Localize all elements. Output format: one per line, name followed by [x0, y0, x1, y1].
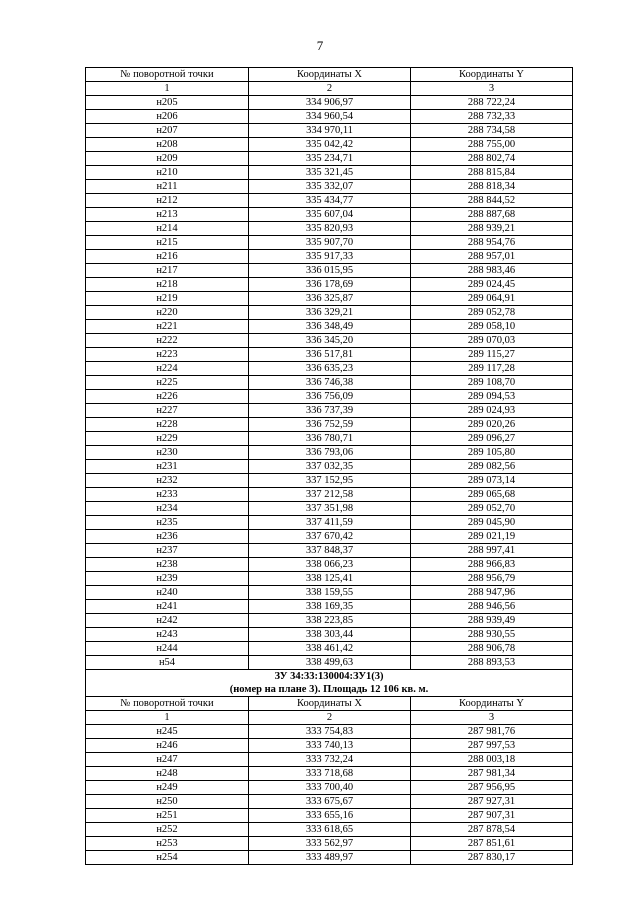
coord-x-cell: 336 635,23 [249, 362, 411, 376]
coord-x-cell: 336 756,09 [249, 390, 411, 404]
header-coord-x: Координаты X [249, 697, 411, 711]
column-number-1: 1 [86, 711, 249, 725]
coord-x-cell: 338 159,55 [249, 586, 411, 600]
point-number-cell: н233 [86, 488, 249, 502]
point-number-cell: н205 [86, 96, 249, 110]
column-number-3: 3 [411, 82, 573, 96]
point-number-cell: н208 [86, 138, 249, 152]
table-row [86, 446, 573, 460]
table-row [86, 809, 573, 823]
table-row [86, 222, 573, 236]
coord-x-cell: 336 015,95 [249, 264, 411, 278]
point-number-cell: н227 [86, 404, 249, 418]
point-number-cell: н54 [86, 656, 249, 670]
table-row [86, 656, 573, 670]
table-row [86, 180, 573, 194]
point-number-cell: н253 [86, 837, 249, 851]
table-row [86, 264, 573, 278]
point-number-cell: н249 [86, 781, 249, 795]
coord-x-cell: 333 562,97 [249, 837, 411, 851]
coord-x-cell: 335 042,42 [249, 138, 411, 152]
point-number-cell: н209 [86, 152, 249, 166]
point-number-cell: н240 [86, 586, 249, 600]
point-number-cell: н242 [86, 614, 249, 628]
point-number-cell: н215 [86, 236, 249, 250]
coord-y-cell: 287 981,34 [411, 767, 573, 781]
table-header-row [86, 697, 573, 711]
coord-y-cell: 287 956,95 [411, 781, 573, 795]
table-row [86, 739, 573, 753]
coord-y-cell: 289 073,14 [411, 474, 573, 488]
point-number-cell: н219 [86, 292, 249, 306]
table-header-row [86, 68, 573, 82]
table-row [86, 544, 573, 558]
coord-y-cell: 288 983,46 [411, 264, 573, 278]
point-number-cell: н243 [86, 628, 249, 642]
header-coord-y: Координаты Y [411, 697, 573, 711]
header-coord-y: Координаты Y [411, 68, 573, 82]
coord-y-cell: 289 052,78 [411, 306, 573, 320]
point-number-cell: н235 [86, 516, 249, 530]
table-row [86, 600, 573, 614]
table-row [86, 432, 573, 446]
coord-x-cell: 334 960,54 [249, 110, 411, 124]
point-number-cell: н254 [86, 851, 249, 865]
coord-y-cell: 289 105,80 [411, 446, 573, 460]
coord-x-cell: 333 618,65 [249, 823, 411, 837]
table-row [86, 348, 573, 362]
table-row [86, 376, 573, 390]
coord-y-cell: 288 732,33 [411, 110, 573, 124]
coord-y-cell: 287 851,61 [411, 837, 573, 851]
coord-y-cell: 289 096,27 [411, 432, 573, 446]
point-number-cell: н241 [86, 600, 249, 614]
coord-y-cell: 288 906,78 [411, 642, 573, 656]
coord-x-cell: 334 970,11 [249, 124, 411, 138]
point-number-cell: н226 [86, 390, 249, 404]
point-number-cell: н206 [86, 110, 249, 124]
coord-y-cell: 289 064,91 [411, 292, 573, 306]
table-row [86, 320, 573, 334]
point-number-cell: н213 [86, 208, 249, 222]
coord-y-cell: 289 094,53 [411, 390, 573, 404]
table-row [86, 572, 573, 586]
table-row [86, 642, 573, 656]
coord-x-cell: 335 607,04 [249, 208, 411, 222]
table-row [86, 334, 573, 348]
point-number-cell: н238 [86, 558, 249, 572]
coord-x-cell: 333 700,40 [249, 781, 411, 795]
coord-x-cell: 338 499,63 [249, 656, 411, 670]
point-number-cell: н207 [86, 124, 249, 138]
coord-y-cell: 288 966,83 [411, 558, 573, 572]
coord-y-cell: 287 878,54 [411, 823, 573, 837]
coord-y-cell: 289 021,19 [411, 530, 573, 544]
table-row [86, 138, 573, 152]
coord-x-cell: 336 517,81 [249, 348, 411, 362]
coord-x-cell: 337 032,35 [249, 460, 411, 474]
table-row [86, 194, 573, 208]
coord-y-cell: 288 954,76 [411, 236, 573, 250]
coord-x-cell: 337 670,42 [249, 530, 411, 544]
coord-y-cell: 289 117,28 [411, 362, 573, 376]
section-title [86, 670, 573, 697]
coord-x-cell: 338 223,85 [249, 614, 411, 628]
coord-x-cell: 336 348,49 [249, 320, 411, 334]
coord-x-cell: 336 752,59 [249, 418, 411, 432]
point-number-cell: н217 [86, 264, 249, 278]
coord-y-cell: 287 927,31 [411, 795, 573, 809]
coord-x-cell: 335 332,07 [249, 180, 411, 194]
section-title-line1: ЗУ 34:33:130004:ЗУ1(3) [274, 671, 384, 682]
table-row [86, 460, 573, 474]
table-row [86, 823, 573, 837]
coord-x-cell: 333 740,13 [249, 739, 411, 753]
table-row [86, 753, 573, 767]
table-row [86, 152, 573, 166]
coord-y-cell: 289 070,03 [411, 334, 573, 348]
coord-x-cell: 336 329,21 [249, 306, 411, 320]
table-row [86, 502, 573, 516]
coord-x-cell: 335 321,45 [249, 166, 411, 180]
coord-x-cell: 333 732,24 [249, 753, 411, 767]
coord-x-cell: 338 461,42 [249, 642, 411, 656]
coord-y-cell: 288 946,56 [411, 600, 573, 614]
coord-y-cell: 287 981,76 [411, 725, 573, 739]
point-number-cell: н212 [86, 194, 249, 208]
coord-y-cell: 289 024,93 [411, 404, 573, 418]
column-number-2: 2 [249, 82, 411, 96]
coord-x-cell: 336 345,20 [249, 334, 411, 348]
point-number-cell: н223 [86, 348, 249, 362]
point-number-cell: н220 [86, 306, 249, 320]
coord-x-cell: 333 675,67 [249, 795, 411, 809]
point-number-cell: н224 [86, 362, 249, 376]
coord-x-cell: 333 754,83 [249, 725, 411, 739]
coord-x-cell: 333 655,16 [249, 809, 411, 823]
table-row [86, 110, 573, 124]
table-row [86, 474, 573, 488]
point-number-cell: н239 [86, 572, 249, 586]
point-number-cell: н236 [86, 530, 249, 544]
coord-y-cell: 288 887,68 [411, 208, 573, 222]
table-row [86, 488, 573, 502]
section-title-line2: (номер на плане 3). Площадь 12 106 кв. м. [229, 684, 429, 695]
coord-x-cell: 336 325,87 [249, 292, 411, 306]
coord-x-cell: 333 718,68 [249, 767, 411, 781]
coord-y-cell: 289 108,70 [411, 376, 573, 390]
point-number-cell: н218 [86, 278, 249, 292]
table-row [86, 208, 573, 222]
coord-x-cell: 337 411,59 [249, 516, 411, 530]
coord-y-cell: 288 722,24 [411, 96, 573, 110]
coord-x-cell: 337 152,95 [249, 474, 411, 488]
coord-x-cell: 338 169,35 [249, 600, 411, 614]
table-row [86, 306, 573, 320]
point-number-cell: н221 [86, 320, 249, 334]
coord-x-cell: 335 907,70 [249, 236, 411, 250]
point-number-cell: н214 [86, 222, 249, 236]
table-row [86, 586, 573, 600]
coord-x-cell: 337 212,58 [249, 488, 411, 502]
table-row [86, 837, 573, 851]
table-row [86, 795, 573, 809]
column-number-3: 3 [411, 711, 573, 725]
coord-y-cell: 289 020,26 [411, 418, 573, 432]
point-number-cell: н251 [86, 809, 249, 823]
point-number-cell: н234 [86, 502, 249, 516]
coord-y-cell: 288 893,53 [411, 656, 573, 670]
coord-x-cell: 338 125,41 [249, 572, 411, 586]
section-title-row [86, 670, 573, 697]
point-number-cell: н232 [86, 474, 249, 488]
coord-y-cell: 289 058,10 [411, 320, 573, 334]
coord-y-cell: 288 947,96 [411, 586, 573, 600]
coord-y-cell: 287 830,17 [411, 851, 573, 865]
coord-x-cell: 338 303,44 [249, 628, 411, 642]
coord-x-cell: 334 906,97 [249, 96, 411, 110]
coord-x-cell: 338 066,23 [249, 558, 411, 572]
coord-y-cell: 288 957,01 [411, 250, 573, 264]
table-row [86, 851, 573, 865]
table-row [86, 725, 573, 739]
table-row [86, 558, 573, 572]
coord-y-cell: 289 024,45 [411, 278, 573, 292]
table-column-number-row [86, 711, 573, 725]
point-number-cell: н247 [86, 753, 249, 767]
table-row [86, 614, 573, 628]
coord-y-cell: 288 956,79 [411, 572, 573, 586]
coord-x-cell: 336 793,06 [249, 446, 411, 460]
table-row [86, 292, 573, 306]
point-number-cell: н244 [86, 642, 249, 656]
header-coord-x: Координаты X [249, 68, 411, 82]
table-row [86, 236, 573, 250]
coord-x-cell: 335 434,77 [249, 194, 411, 208]
coord-y-cell: 287 997,53 [411, 739, 573, 753]
point-number-cell: н222 [86, 334, 249, 348]
column-number-2: 2 [249, 711, 411, 725]
coord-y-cell: 288 755,00 [411, 138, 573, 152]
point-number-cell: н230 [86, 446, 249, 460]
table-row [86, 767, 573, 781]
coord-y-cell: 288 815,84 [411, 166, 573, 180]
table-row [86, 166, 573, 180]
point-number-cell: н210 [86, 166, 249, 180]
table-row [86, 278, 573, 292]
table-row [86, 418, 573, 432]
coord-y-cell: 288 003,18 [411, 753, 573, 767]
coord-x-cell: 336 780,71 [249, 432, 411, 446]
point-number-cell: н248 [86, 767, 249, 781]
coord-y-cell: 288 844,52 [411, 194, 573, 208]
table-row [86, 404, 573, 418]
point-number-cell: н211 [86, 180, 249, 194]
coord-x-cell: 336 178,69 [249, 278, 411, 292]
table-row [86, 516, 573, 530]
point-number-cell: н225 [86, 376, 249, 390]
point-number-cell: н228 [86, 418, 249, 432]
table-row [86, 628, 573, 642]
column-number-1: 1 [86, 82, 249, 96]
coord-y-cell: 289 065,68 [411, 488, 573, 502]
coord-y-cell: 289 115,27 [411, 348, 573, 362]
point-number-cell: н246 [86, 739, 249, 753]
coord-x-cell: 335 820,93 [249, 222, 411, 236]
coord-y-cell: 288 939,49 [411, 614, 573, 628]
table-column-number-row [86, 82, 573, 96]
table-row [86, 781, 573, 795]
coord-x-cell: 336 746,38 [249, 376, 411, 390]
point-number-cell: н229 [86, 432, 249, 446]
coord-x-cell: 336 737,39 [249, 404, 411, 418]
table-row [86, 250, 573, 264]
point-number-cell: н237 [86, 544, 249, 558]
coord-y-cell: 288 939,21 [411, 222, 573, 236]
point-number-cell: н252 [86, 823, 249, 837]
coord-y-cell: 288 802,74 [411, 152, 573, 166]
point-number-cell: н245 [86, 725, 249, 739]
coord-x-cell: 333 489,97 [249, 851, 411, 865]
coord-x-cell: 335 917,33 [249, 250, 411, 264]
point-number-cell: н216 [86, 250, 249, 264]
page-number: 7 [316, 38, 324, 53]
coord-y-cell: 289 082,56 [411, 460, 573, 474]
coord-y-cell: 288 930,55 [411, 628, 573, 642]
table-row [86, 390, 573, 404]
coord-x-cell: 337 351,98 [249, 502, 411, 516]
coord-y-cell: 288 734,58 [411, 124, 573, 138]
point-number-cell: н250 [86, 795, 249, 809]
coord-y-cell: 287 907,31 [411, 809, 573, 823]
coord-y-cell: 289 052,70 [411, 502, 573, 516]
coord-y-cell: 289 045,90 [411, 516, 573, 530]
table-row [86, 96, 573, 110]
coordinates-table [85, 67, 573, 865]
table-row [86, 124, 573, 138]
header-point-number: № поворотной точки [86, 68, 249, 82]
point-number-cell: н231 [86, 460, 249, 474]
table-row [86, 530, 573, 544]
header-point-number: № поворотной точки [86, 697, 249, 711]
table-row [86, 362, 573, 376]
coord-y-cell: 288 818,34 [411, 180, 573, 194]
coord-x-cell: 337 848,37 [249, 544, 411, 558]
coord-x-cell: 335 234,71 [249, 152, 411, 166]
coord-y-cell: 288 997,41 [411, 544, 573, 558]
